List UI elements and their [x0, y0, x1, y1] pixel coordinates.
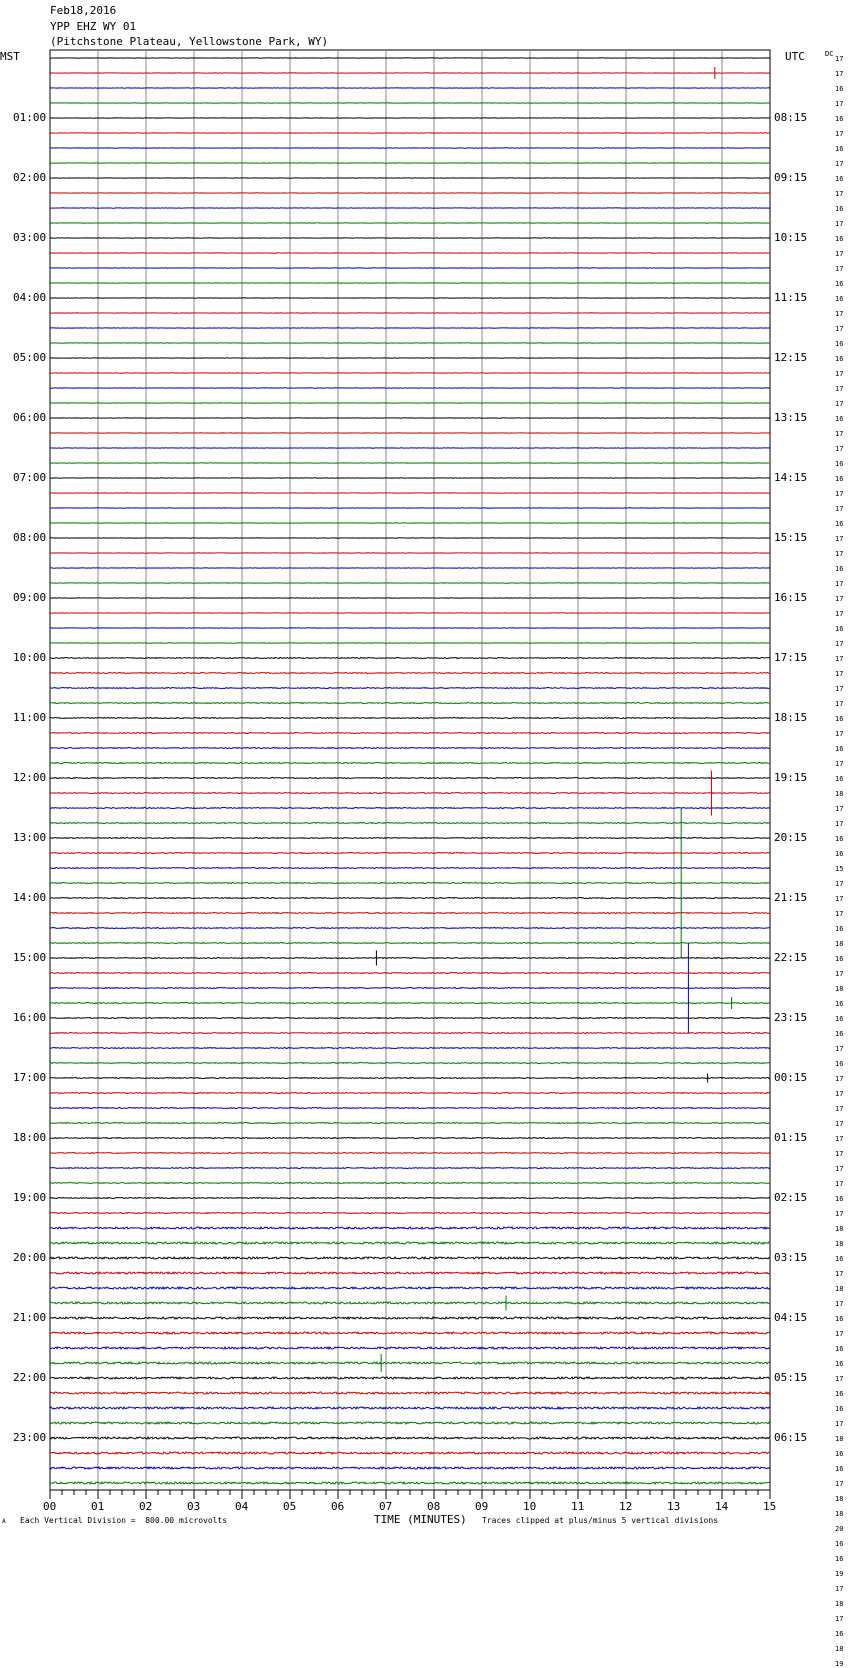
right-hour-label: 08:15 [774, 112, 807, 124]
trace-line [50, 1257, 770, 1259]
dc-value: 17 [835, 1075, 843, 1083]
dc-value: 16 [835, 175, 843, 183]
x-tick-label: 03 [187, 1501, 200, 1513]
dc-value: 16 [835, 205, 843, 213]
left-hour-label: 18:00 [13, 1132, 46, 1144]
left-hour-label: 11:00 [13, 712, 46, 724]
dc-value: 17 [835, 655, 843, 663]
dc-value: 16 [835, 565, 843, 573]
right-hour-label: 22:15 [774, 952, 807, 964]
dc-value: 17 [835, 970, 843, 978]
dc-value: 18 [835, 790, 843, 798]
trace-line [50, 988, 770, 989]
dc-value: 17 [835, 1420, 843, 1428]
dc-value: 17 [835, 370, 843, 378]
station-code: YPP EHZ WY 01 [50, 20, 136, 33]
left-hour-label: 19:00 [13, 1192, 46, 1204]
right-hour-label: 19:15 [774, 772, 807, 784]
trace-line [50, 853, 770, 854]
dc-value: 18 [835, 1510, 843, 1518]
dc-value: 17 [835, 1585, 843, 1593]
dc-value: 17 [835, 1270, 843, 1278]
clip-note: Traces clipped at plus/minus 5 vertical divisions [482, 1516, 718, 1525]
dc-value: 16 [835, 955, 843, 963]
dc-value: 17 [835, 685, 843, 693]
dc-value: 16 [835, 850, 843, 858]
dc-value: 17 [835, 505, 843, 513]
dc-value: 17 [835, 385, 843, 393]
x-tick-label: 07 [379, 1501, 392, 1513]
left-hour-label: 13:00 [13, 832, 46, 844]
dc-value: 17 [835, 430, 843, 438]
trace-line [50, 1347, 770, 1349]
dc-value: 17 [835, 1120, 843, 1128]
dc-value: 16 [835, 355, 843, 363]
dc-value: 18 [835, 1285, 843, 1293]
trace-line [50, 1138, 770, 1139]
left-hour-label: 03:00 [13, 232, 46, 244]
left-hour-label: 20:00 [13, 1252, 46, 1264]
dc-value: 16 [835, 1255, 843, 1263]
trace-line [50, 1242, 770, 1244]
left-timezone-label: MST [0, 51, 20, 63]
trace-line [50, 973, 770, 974]
dc-value: 16 [835, 1555, 843, 1563]
right-hour-label: 03:15 [774, 1252, 807, 1264]
corner-mark: A [2, 1518, 6, 1525]
right-timezone-label: UTC [785, 51, 805, 63]
right-hour-label: 11:15 [774, 292, 807, 304]
trace-line [50, 898, 770, 899]
dc-value: 17 [835, 160, 843, 168]
trace-line [50, 1003, 770, 1004]
dc-value: 16 [835, 1030, 843, 1038]
trace-line [50, 1018, 770, 1019]
x-tick-label: 15 [763, 1501, 776, 1513]
dc-value: 17 [835, 190, 843, 198]
right-hour-label: 10:15 [774, 232, 807, 244]
trace-line [50, 838, 770, 839]
left-hour-label: 01:00 [13, 112, 46, 124]
dc-value: 16 [835, 1015, 843, 1023]
dc-value: 17 [835, 325, 843, 333]
trace-line [50, 1108, 770, 1109]
x-tick-label: 14 [715, 1501, 728, 1513]
trace-line [50, 718, 770, 719]
right-hour-label: 21:15 [774, 892, 807, 904]
vertical-scale-note: Each Vertical Division = 800.00 microvolts [20, 1516, 227, 1525]
right-hour-label: 14:15 [774, 472, 807, 484]
right-hour-label: 15:15 [774, 532, 807, 544]
dc-value: 17 [835, 760, 843, 768]
dc-value: 17 [835, 1165, 843, 1173]
left-hour-label: 08:00 [13, 532, 46, 544]
dc-value: 16 [835, 775, 843, 783]
dc-value: 18 [835, 1495, 843, 1503]
left-hour-label: 21:00 [13, 1312, 46, 1324]
trace-line [50, 1123, 770, 1124]
trace-line [50, 928, 770, 929]
dc-value: 17 [835, 595, 843, 603]
dc-value: 17 [835, 1480, 843, 1488]
x-tick-label: 13 [667, 1501, 680, 1513]
dc-value: 17 [835, 1135, 843, 1143]
right-hour-label: 23:15 [774, 1012, 807, 1024]
dc-value: 16 [835, 85, 843, 93]
dc-value: 17 [835, 445, 843, 453]
dc-value: 19 [835, 1660, 843, 1668]
trace-line [50, 958, 770, 959]
dc-value: 17 [835, 250, 843, 258]
dc-value: 17 [835, 1150, 843, 1158]
trace-line [50, 868, 770, 869]
dc-value: 16 [835, 1315, 843, 1323]
dc-value: 16 [835, 460, 843, 468]
trace-line [50, 1078, 770, 1079]
dc-value: 17 [835, 1375, 843, 1383]
dc-value: 16 [835, 835, 843, 843]
left-hour-label: 22:00 [13, 1372, 46, 1384]
left-hour-label: 23:00 [13, 1432, 46, 1444]
dc-value: 17 [835, 535, 843, 543]
trace-line [50, 763, 770, 764]
right-hour-label: 20:15 [774, 832, 807, 844]
right-hour-label: 04:15 [774, 1312, 807, 1324]
x-tick-label: 06 [331, 1501, 344, 1513]
right-hour-label: 06:15 [774, 1432, 807, 1444]
trace-line [50, 1422, 770, 1424]
trace-line [50, 1048, 770, 1049]
x-tick-label: 02 [139, 1501, 152, 1513]
x-tick-label: 05 [283, 1501, 296, 1513]
trace-line [50, 1272, 770, 1274]
dc-value: 17 [835, 880, 843, 888]
right-hour-label: 16:15 [774, 592, 807, 604]
dc-value: 16 [835, 1000, 843, 1008]
dc-value: 17 [835, 700, 843, 708]
x-tick-label: 01 [91, 1501, 104, 1513]
x-tick-label: 08 [427, 1501, 440, 1513]
left-hour-label: 07:00 [13, 472, 46, 484]
trace-line [50, 688, 770, 689]
dc-value: 16 [835, 1195, 843, 1203]
dc-value: 16 [835, 745, 843, 753]
trace-line [50, 1168, 770, 1169]
left-hour-label: 02:00 [13, 172, 46, 184]
dc-value: 17 [835, 130, 843, 138]
dc-value: 20 [835, 1525, 843, 1533]
dc-value: 18 [835, 1225, 843, 1233]
trace-line [50, 778, 770, 779]
trace-line [50, 748, 770, 749]
dc-value: 17 [835, 220, 843, 228]
dc-value: 19 [835, 1570, 843, 1578]
dc-value: 17 [835, 1210, 843, 1218]
trace-line [50, 1407, 770, 1409]
dc-value: 17 [835, 640, 843, 648]
dc-value: 16 [835, 235, 843, 243]
dc-value: 16 [835, 1630, 843, 1638]
x-tick-label: 09 [475, 1501, 488, 1513]
dc-value: 16 [835, 1345, 843, 1353]
trace-line [50, 1317, 770, 1319]
trace-line [50, 733, 770, 734]
trace-line [50, 1467, 770, 1469]
dc-value: 17 [835, 580, 843, 588]
x-tick-label: 12 [619, 1501, 632, 1513]
left-hour-label: 15:00 [13, 952, 46, 964]
dc-value: 18 [835, 1645, 843, 1653]
trace-line [50, 1287, 770, 1289]
dc-value: 16 [835, 1405, 843, 1413]
trace-line [50, 1437, 770, 1439]
trace-line [50, 793, 770, 794]
x-tick-label: 11 [571, 1501, 584, 1513]
trace-line [50, 1183, 770, 1184]
dc-value: 17 [835, 550, 843, 558]
dc-value: 17 [835, 100, 843, 108]
dc-value: 16 [835, 295, 843, 303]
x-tick-label: 04 [235, 1501, 248, 1513]
trace-line [50, 823, 770, 824]
dc-value: 16 [835, 280, 843, 288]
trace-line [50, 1093, 770, 1094]
left-hour-label: 17:00 [13, 1072, 46, 1084]
trace-line [50, 1302, 770, 1304]
dc-value: 16 [835, 1390, 843, 1398]
right-hour-label: 01:15 [774, 1132, 807, 1144]
dc-value: 17 [835, 1615, 843, 1623]
trace-line [50, 1377, 770, 1379]
dc-value: 17 [835, 1090, 843, 1098]
dc-value: 17 [835, 265, 843, 273]
dc-value: 18 [835, 1240, 843, 1248]
trace-line [50, 673, 770, 674]
dc-value: 16 [835, 715, 843, 723]
trace-line [50, 1227, 770, 1229]
dc-value: 16 [835, 475, 843, 483]
dc-value: 16 [835, 340, 843, 348]
dc-value: 17 [835, 55, 843, 63]
trace-line [50, 1392, 770, 1394]
trace-line [50, 943, 770, 944]
dc-value: 17 [835, 70, 843, 78]
trace-line [50, 1213, 770, 1214]
left-hour-label: 14:00 [13, 892, 46, 904]
trace-line [50, 1153, 770, 1154]
dc-value: 17 [835, 400, 843, 408]
dc-value: 16 [835, 1060, 843, 1068]
right-hour-label: 17:15 [774, 652, 807, 664]
trace-line [50, 913, 770, 914]
trace-line [50, 1063, 770, 1064]
trace-line [50, 1198, 770, 1199]
dc-value: 18 [835, 1435, 843, 1443]
x-tick-label: 00 [43, 1501, 56, 1513]
x-axis-title: TIME (MINUTES) [374, 1513, 467, 1526]
dc-value: 15 [835, 865, 843, 873]
dc-value: 17 [835, 910, 843, 918]
dc-value: 17 [835, 1180, 843, 1188]
dc-column-header: DC [825, 50, 833, 58]
dc-value: 18 [835, 985, 843, 993]
dc-value: 18 [835, 1600, 843, 1608]
dc-value: 16 [835, 1450, 843, 1458]
left-hour-label: 09:00 [13, 592, 46, 604]
right-hour-label: 12:15 [774, 352, 807, 364]
dc-value: 17 [835, 1045, 843, 1053]
dc-value: 17 [835, 805, 843, 813]
station-location: (Pitchstone Plateau, Yellowstone Park, WY) [50, 35, 328, 48]
right-hour-label: 13:15 [774, 412, 807, 424]
dc-value: 16 [835, 145, 843, 153]
trace-line [50, 1482, 770, 1484]
dc-value: 16 [835, 415, 843, 423]
dc-value: 16 [835, 115, 843, 123]
trace-line [50, 703, 770, 704]
dc-value: 16 [835, 1540, 843, 1548]
right-hour-label: 09:15 [774, 172, 807, 184]
dc-value: 16 [835, 925, 843, 933]
dc-value: 17 [835, 1105, 843, 1113]
left-hour-label: 05:00 [13, 352, 46, 364]
dc-value: 18 [835, 940, 843, 948]
dc-value: 17 [835, 1300, 843, 1308]
chart-date: Feb18,2016 [50, 4, 116, 17]
dc-value: 17 [835, 820, 843, 828]
left-hour-label: 10:00 [13, 652, 46, 664]
dc-value: 16 [835, 520, 843, 528]
trace-line [50, 883, 770, 884]
left-hour-label: 06:00 [13, 412, 46, 424]
left-hour-label: 04:00 [13, 292, 46, 304]
trace-line [50, 658, 770, 659]
right-hour-label: 02:15 [774, 1192, 807, 1204]
dc-value: 16 [835, 1465, 843, 1473]
trace-line [50, 1452, 770, 1454]
right-hour-label: 18:15 [774, 712, 807, 724]
dc-value: 17 [835, 670, 843, 678]
x-tick-label: 10 [523, 1501, 536, 1513]
dc-value: 17 [835, 730, 843, 738]
trace-line [50, 808, 770, 809]
dc-value: 17 [835, 1330, 843, 1338]
left-hour-label: 16:00 [13, 1012, 46, 1024]
trace-line [50, 1332, 770, 1334]
dc-value: 17 [835, 310, 843, 318]
trace-line [50, 1033, 770, 1034]
right-hour-label: 05:15 [774, 1372, 807, 1384]
trace-line [50, 1362, 770, 1364]
left-hour-label: 12:00 [13, 772, 46, 784]
dc-value: 17 [835, 610, 843, 618]
right-hour-label: 00:15 [774, 1072, 807, 1084]
dc-value: 16 [835, 625, 843, 633]
dc-value: 16 [835, 1360, 843, 1368]
dc-value: 17 [835, 895, 843, 903]
dc-value: 17 [835, 490, 843, 498]
